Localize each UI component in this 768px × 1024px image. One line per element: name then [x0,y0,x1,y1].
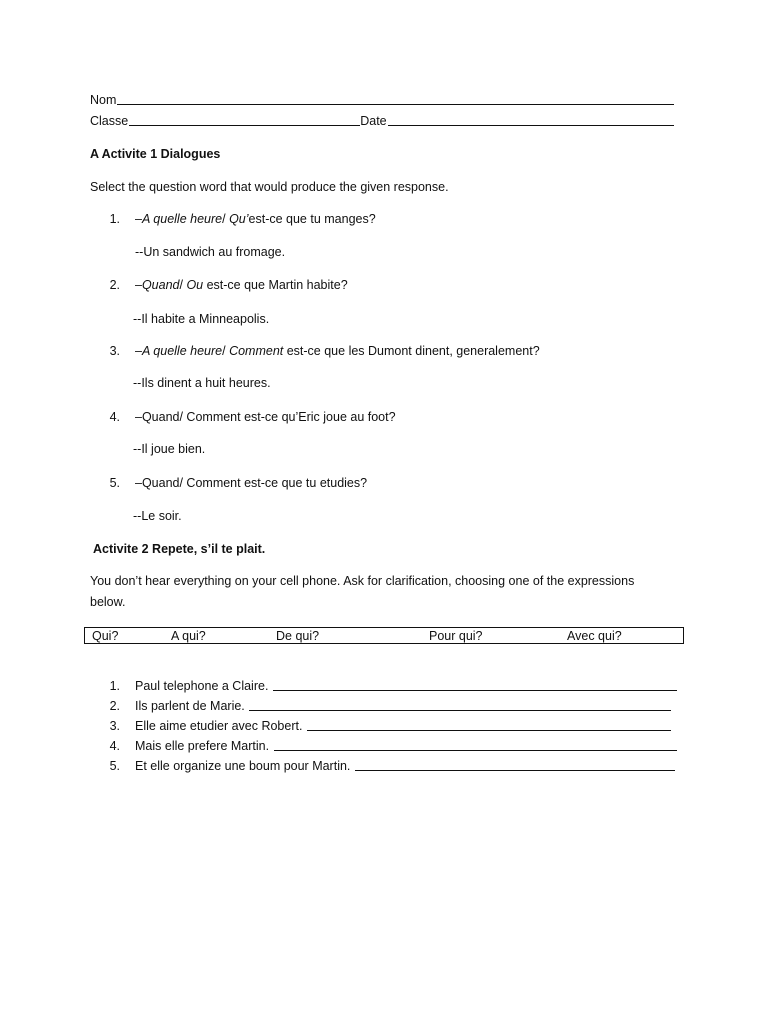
choice-b[interactable]: Qu’ [229,212,249,226]
date-blank[interactable] [388,125,674,126]
activity2-item-1 [100,679,677,693]
activity1-question-1: 1. –A quelle heure/ Qu’est-ce que tu manges? [100,212,376,226]
question-number: 3. [109,344,120,358]
question-number: 5. [109,476,120,490]
choice-b[interactable]: Ou [186,278,204,292]
choice-de-qui[interactable]: De qui? [276,629,320,643]
answer-blank[interactable] [274,750,677,751]
activity2-item-4 [100,739,677,753]
choice-a[interactable]: A quelle heure [141,212,223,226]
answer-blank[interactable] [273,690,677,691]
question-number: 4. [109,410,120,424]
activity2-title: Activite 2 Repete, s’il te plait. [93,542,266,556]
activity1-question-2: 2. –Quand/ Ou est-ce que Martin habite? [100,278,348,292]
activity1-question-5: 5. –Quand/ Comment est-ce que tu etudies? [92,476,367,490]
question-number: 1. [109,212,120,226]
item-text: Mais elle prefere Martin. [135,739,270,753]
item-number: 3. [109,719,120,733]
classe-label: Classe [90,114,129,128]
activity2-item-2 [100,699,671,713]
activity1-answer-3: --Ils dinent a huit heures. [133,376,271,390]
question-number: 2. [109,278,120,292]
date-label: Date [360,114,387,128]
item-text: Et elle organize une boum pour Martin. [135,759,351,773]
activity1-instructions: Select the question word that would produce the given response. [90,180,449,194]
activity2-item-5 [100,759,675,773]
item-text: Ils parlent de Marie. [135,699,245,713]
nom-label: Nom [90,93,117,107]
nom-field[interactable] [90,93,674,107]
choice-pour-qui[interactable]: Pour qui? [429,629,483,643]
choice-a[interactable]: Quand [141,278,180,292]
activity1-question-4: 4. –Quand/ Comment est-ce qu’Eric joue au foot? [100,410,396,424]
classe-blank[interactable] [129,125,360,126]
activity1-answer-4: --Il joue bien. [133,442,206,456]
item-number: 4. [109,739,120,753]
item-number: 2. [109,699,120,713]
answer-blank[interactable] [249,710,671,711]
activity1-answer-2: --Il habite a Minneapolis. [133,312,270,326]
activity1-question-3: 3. –A quelle heure/ Comment est-ce que les Dumont dinent, generalement? [100,344,540,358]
answer-blank[interactable] [355,770,675,771]
item-text: Paul telephone a Claire. [135,679,269,693]
choice-a[interactable]: A quelle heure [141,344,223,358]
activity1-answer-5: --Le soir. [133,509,182,523]
activity2-instructions-line2: below. [90,595,126,609]
item-text: Elle aime etudier avec Robert. [135,719,303,733]
activity1-answer-1: --Un sandwich au fromage. [135,245,286,259]
activity1-title: A Activite 1 Dialogues [90,147,221,161]
choice-a-qui[interactable]: A qui? [171,629,206,643]
nom-blank[interactable] [117,104,674,105]
classe-date-row [90,114,674,128]
answer-blank[interactable] [307,730,671,731]
item-number: 5. [109,759,120,773]
choice-b[interactable]: Comment [229,344,284,358]
activity2-instructions-line1: You don’t hear everything on your cell phone. Ask for clarification, choosing one of the expressions [90,574,635,588]
expression-choice-box [84,627,684,644]
choice-qui[interactable]: Qui? [92,629,119,643]
choice-avec-qui[interactable]: Avec qui? [567,629,622,643]
activity2-item-3 [100,719,671,733]
item-number: 1. [109,679,120,693]
